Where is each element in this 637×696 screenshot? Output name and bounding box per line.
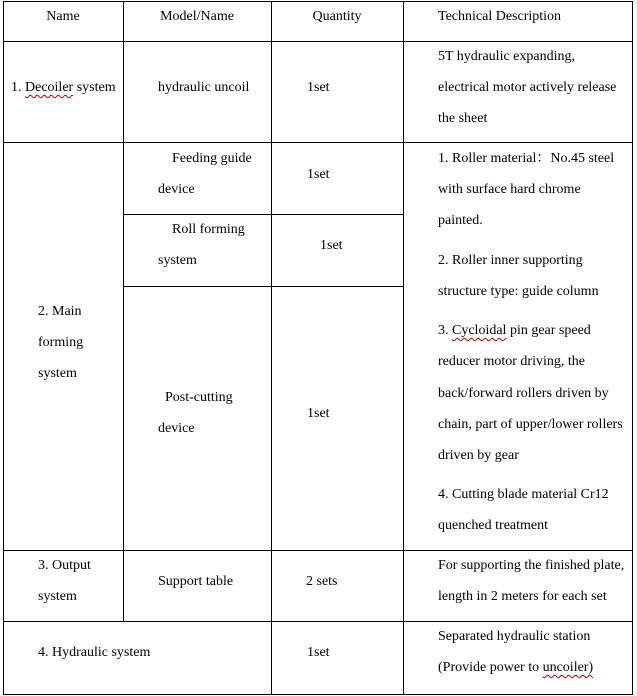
main-desc-line: chain, part of upper/lower rollers	[438, 417, 623, 432]
main-name-line: forming	[38, 335, 84, 350]
feeding-model-line: Feeding guide	[172, 151, 252, 166]
main-desc-line: 3. Cycloidal pin gear speed	[438, 323, 591, 338]
header-description: Technical Description	[438, 9, 562, 24]
postcut-model-line: Post-cutting	[165, 390, 233, 405]
main-desc-line: 2. Roller inner supporting	[438, 253, 583, 268]
decoiler-model: hydraulic uncoil	[158, 80, 250, 95]
decoiler-quantity: 1set	[307, 80, 330, 95]
header-name: Name	[46, 9, 80, 24]
row-divider	[123, 214, 403, 215]
column-divider	[403, 1, 404, 695]
table-border-right	[632, 1, 633, 695]
decoiler-desc-line: electrical motor actively release	[438, 80, 617, 95]
postcut-model-line: device	[158, 421, 195, 436]
column-divider	[271, 1, 272, 695]
main-name-line: 2. Main	[38, 304, 82, 319]
main-desc-line: back/forward rollers driven by	[438, 386, 609, 401]
output-desc-line: length in 2 meters for each set	[438, 589, 607, 604]
main-desc-line: 4. Cutting blade material Cr12	[438, 487, 609, 502]
postcut-quantity: 1set	[307, 406, 330, 421]
main-desc-line: with surface hard chrome	[438, 182, 581, 197]
rollform-model-line: system	[158, 253, 197, 268]
column-divider	[123, 1, 124, 622]
table-border-bottom	[3, 694, 633, 695]
main-desc-line: quenched treatment	[438, 518, 549, 533]
table-border-left	[3, 1, 4, 695]
output-quantity: 2 sets	[306, 574, 338, 589]
hydraulic-name: 4. Hydraulic system	[38, 645, 151, 660]
decoiler-desc-line: 5T hydraulic expanding,	[438, 49, 575, 64]
main-desc-line: reducer motor driving, the	[438, 354, 585, 369]
main-desc-line: 1. Roller material：No.45 steel	[438, 151, 615, 166]
feeding-quantity: 1set	[307, 167, 330, 182]
feeding-model-line: device	[158, 182, 195, 197]
header-quantity: Quantity	[312, 9, 362, 24]
output-desc-line: For supporting the finished plate,	[438, 558, 625, 573]
main-desc-line: painted.	[438, 213, 483, 228]
header-model: Model/Name	[160, 9, 234, 24]
main-desc-line: structure type: guide column	[438, 284, 599, 299]
decoiler-name: 1. Decoiler system	[11, 80, 116, 95]
output-name-line: 3. Output	[38, 558, 91, 573]
hydraulic-desc-line: Separated hydraulic station	[438, 629, 591, 644]
hydraulic-quantity: 1set	[307, 645, 330, 660]
main-name-line: system	[38, 366, 77, 381]
hydraulic-desc-line: (Provide power to uncoiler)	[438, 660, 594, 675]
rollform-model-line: Roll forming	[172, 222, 245, 237]
row-divider	[123, 286, 403, 287]
output-model: Support table	[158, 574, 234, 589]
decoiler-desc-line: the sheet	[438, 111, 488, 126]
main-desc-line: driven by gear	[438, 448, 519, 463]
output-name-line: system	[38, 589, 77, 604]
rollform-quantity: 1set	[320, 238, 343, 253]
